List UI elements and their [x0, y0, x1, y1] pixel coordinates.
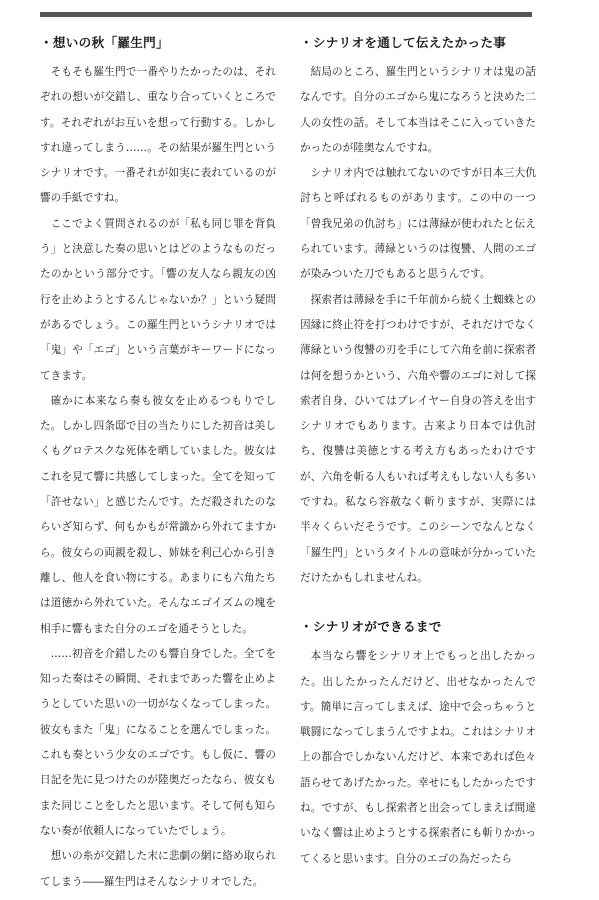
section-title-making: ・シナリオができるまで — [300, 619, 442, 635]
section-title-message: ・シナリオを通して伝えたかった事 — [300, 35, 507, 50]
paragraph: 確かに本来なら奏も彼女を止めるつもりでした。しかし四条邸で目の当たりにした初音は美しくもグロテスクな死体を晒していました。彼女はこれを見て響に共感してしまった。全てを知って「許せない」と感じたんです。ただ殺されたのならいざ知らず、何もかもが常識から外れてますから。彼女らの両親を殺し、姉妹を利己心から引き離し、他人を食い物にする。あまりにも六角たちは道徳から外れていた。そんなエゴイズムの塊を相手に響もまた自分のエゴを通そうとした。 — [40, 394, 276, 635]
paragraph: 探索者は薄緑を手に千年前から続く土蜘蛛との因縁に終止符を打つわけですが、それだけでなく薄緑という復讐の刃を手にして六角を前に探索者は何を想うかという、六角や響のエゴに対して探索者自身、ひいてはプレイヤー自身の答えを出すシナリオでもあります。古来より日本では仇討ち、復讐は美徳とする考え方もあったわけですが、六角を斬る人もいれば考えもしない人も多いですね。私なら容赦なく斬りますが、実際には半々くらいだそうです。このシーンでなんとなく「羅生門」というタイトルの意味が分かっていただけたかもしれませんね。 — [300, 293, 536, 584]
paragraph: ここでよく質問されるのが「私も同じ罪を背負う」と決意した奏の思いとはどのようなものだったのかという部分です。「響の友人なら親友の凶行を止めようとするんじゃないか？」という疑問があるでしょう。この羅生門というシナリオでは「鬼」や「エゴ」という言葉がキーワードになってきます。 — [40, 217, 276, 382]
section-title-rashomon: ・想いの秋「羅生門」 — [40, 35, 169, 50]
right-column — [300, 33, 536, 872]
paragraph: 想いの糸が交錯した末に悲劇の網に絡め取られてしまう――羅生門はそんなシナリオでした。 — [40, 850, 276, 888]
section-spacer — [300, 591, 536, 617]
paragraph: そもそも羅生門で一番やりたかったのは、それぞれの想いが交錯し、重なり合っていくところです。それぞれがお互いを想って行動する。しかしすれ違ってしまう……。その結果が羅生門というシナリオです。一番それが如実に表れているのが響の手紙ですね。 — [40, 66, 276, 205]
paragraph: シナリオ内では触れてないのですが日本三大仇討ちと呼ばれるものがあります。この中の一つ「曾我兄弟の仇討ち」には薄緑が使われたと伝えられています。薄緑というのは復讐、人間のエゴが染みついた刀でもあると思うんです。 — [300, 167, 536, 281]
top-rule — [40, 12, 532, 17]
left-column — [40, 33, 276, 895]
paragraph: 本当なら響をシナリオ上でもっと出したかった。出したかったんだけど、出せなかったんです。簡単に言ってしまえば、途中で会っちゃうと戦闘になってしまうんですよね。これはシナリオ上の都合でしかないんだけど、本来であれば色々語らせてあげたかった。幸せにもしたかったですね。ですが、もし探索者と出会ってしまえば間違いなく響は止めようとする探索者にも斬りかかってくると思います。自分のエゴの為だったら — [300, 650, 536, 865]
paragraph: 結局のところ、羅生門というシナリオは鬼の話なんです。自分のエゴから鬼になろうと決めた二人の女性の話。そして本当はそこに入っていきたかったのが陸奥なんですね。 — [300, 66, 536, 154]
paragraph: ……初音を介錯したのも響自身でした。全てを知った奏はその瞬間、それまであった響を止めようとしていた思いの一切がなくなってしまった。彼女もまた「鬼」になることを選んでしまった。これも奏という少女のエゴです。もし仮に、響の日記を先に見つけたのが陸奥だったなら、彼女もまた同じことをしたと思います。そして何も知らない奏が依頼人になっていたでしょう。 — [40, 647, 276, 837]
